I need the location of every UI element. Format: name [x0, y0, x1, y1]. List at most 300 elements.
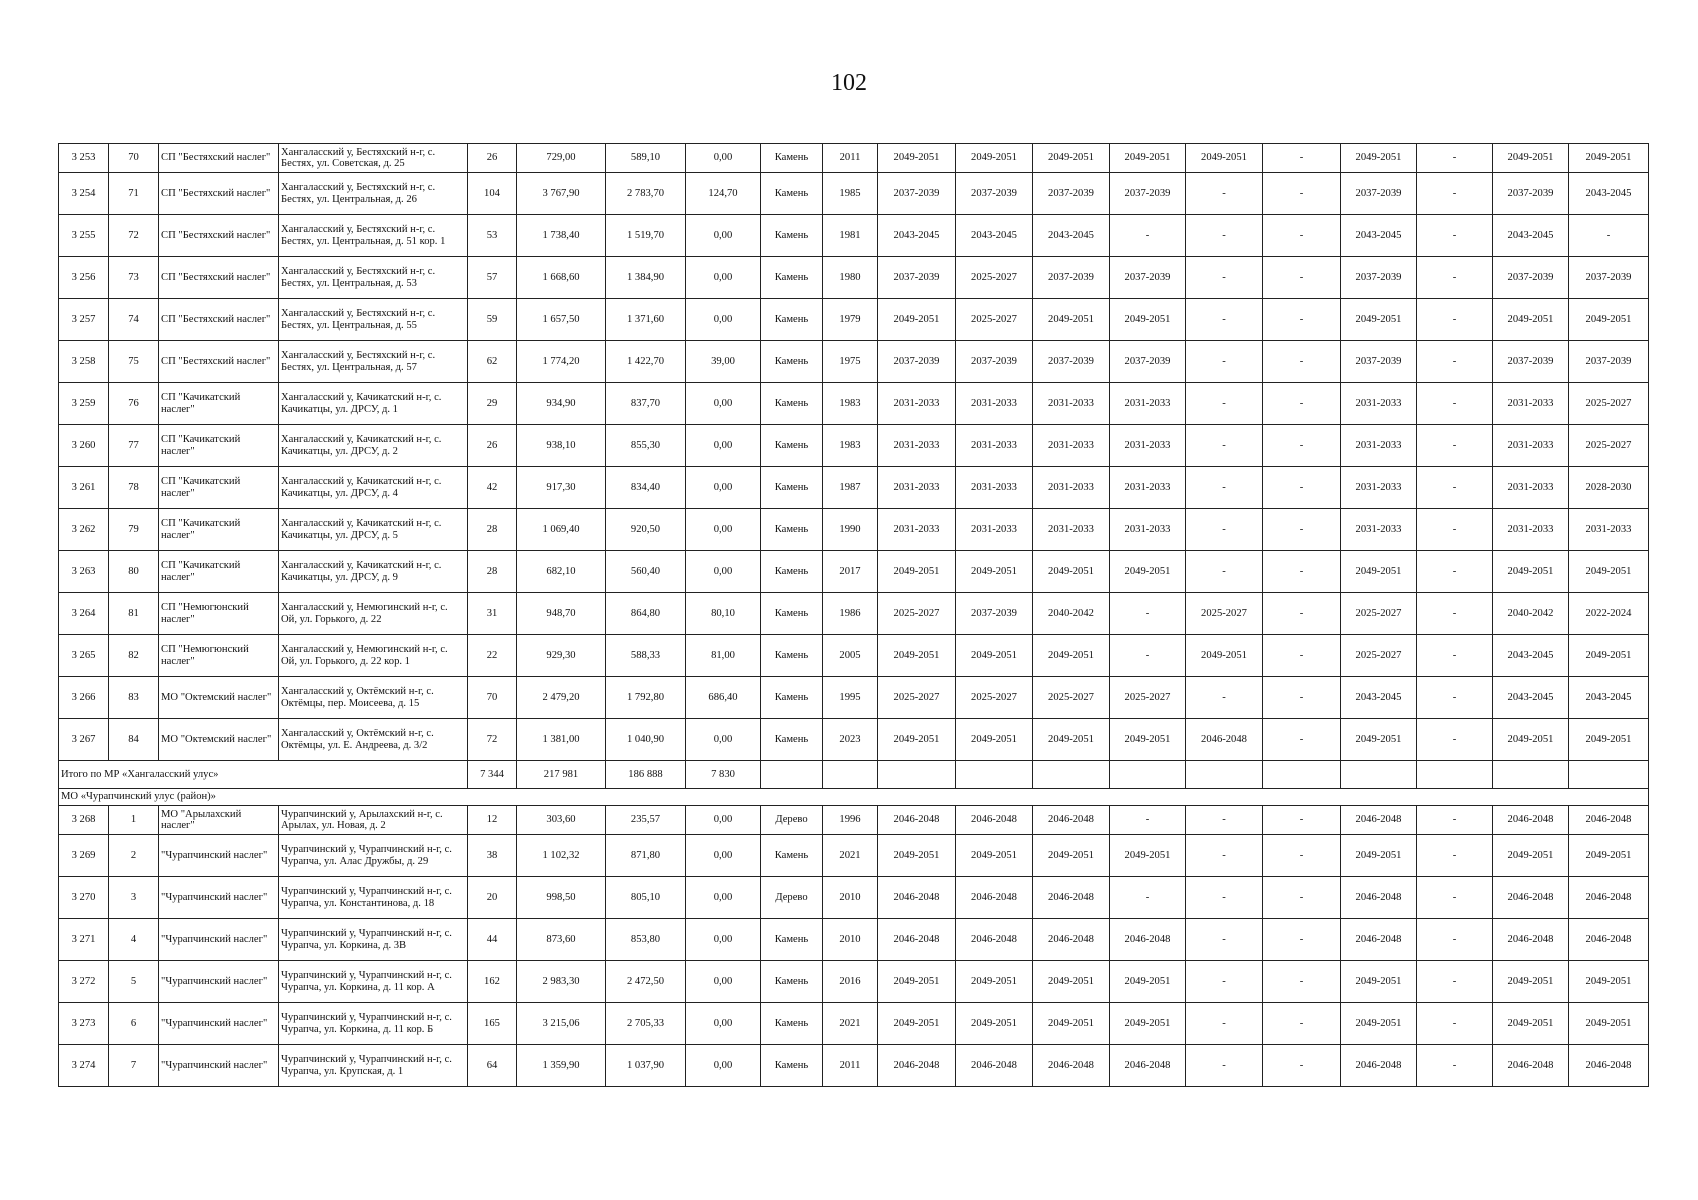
table-row — [59, 677, 1649, 719]
table-cell: Камень — [761, 467, 823, 509]
table-cell: 1981 — [823, 215, 878, 257]
table-cell: - — [1417, 383, 1493, 425]
table-cell: 2049-2051 — [956, 635, 1033, 677]
table-cell: 2010 — [823, 877, 878, 919]
table-cell: "Чурапчинский наслег" — [159, 1045, 279, 1087]
table-cell: 0,00 — [686, 719, 761, 761]
table-cell: Камень — [761, 719, 823, 761]
table-cell: 3 270 — [59, 877, 109, 919]
table-cell: 2049-2051 — [1569, 961, 1649, 1003]
table-cell: 38 — [468, 835, 517, 877]
table-cell: 2023 — [823, 719, 878, 761]
table-row — [59, 173, 1649, 215]
table-cell: СП "Немюгюнский наслег" — [159, 593, 279, 635]
table-cell: Хангаласский у, Немюгинский н-г, с. Ой, ул. Горького, д. 22 кор. 1 — [279, 635, 468, 677]
table-cell: 3 264 — [59, 593, 109, 635]
table-cell: 2025-2027 — [956, 299, 1033, 341]
table-cell: 2046-2048 — [956, 806, 1033, 835]
table-cell: 2049-2051 — [1493, 551, 1569, 593]
table-cell — [1493, 761, 1569, 789]
table-cell: - — [1263, 551, 1341, 593]
table-cell: 1980 — [823, 257, 878, 299]
table-cell: 2046-2048 — [1341, 1045, 1417, 1087]
table-cell: - — [1186, 551, 1263, 593]
table-cell: 2049-2051 — [1033, 551, 1110, 593]
table-cell: 0,00 — [686, 257, 761, 299]
table-cell: - — [1186, 215, 1263, 257]
table-cell: - — [1186, 919, 1263, 961]
table-row — [59, 383, 1649, 425]
table-cell: 1 774,20 — [517, 341, 606, 383]
table-cell: 0,00 — [686, 877, 761, 919]
table-cell: 2025-2027 — [1186, 593, 1263, 635]
table-cell: 4 — [109, 919, 159, 961]
table-cell: - — [1417, 919, 1493, 961]
table-cell: 2037-2039 — [1341, 257, 1417, 299]
table-cell: Хангаласский у, Качикатский н-г, с. Качикатцы, ул. ДРСУ, д. 5 — [279, 509, 468, 551]
table-cell: 2046-2048 — [1033, 806, 1110, 835]
table-cell: 2046-2048 — [1033, 1045, 1110, 1087]
table-cell: 3 253 — [59, 144, 109, 173]
table-row — [59, 961, 1649, 1003]
table-cell: - — [1110, 877, 1186, 919]
table-cell: 73 — [109, 257, 159, 299]
table-cell: - — [1263, 677, 1341, 719]
table-cell: 2031-2033 — [1033, 383, 1110, 425]
table-cell: - — [1263, 257, 1341, 299]
table-cell: - — [1417, 635, 1493, 677]
table-cell: СП "Качикатский наслег" — [159, 509, 279, 551]
housing-register-table — [58, 143, 1649, 1087]
table-cell: 1983 — [823, 383, 878, 425]
table-cell: 39,00 — [686, 341, 761, 383]
table-cell: - — [1263, 719, 1341, 761]
table-cell: 2049-2051 — [1341, 144, 1417, 173]
table-cell: 834,40 — [606, 467, 686, 509]
table-cell: - — [1263, 919, 1341, 961]
table-cell: Камень — [761, 961, 823, 1003]
table-cell: Хангаласский у, Бестяхский н-г, с. Бестях, ул. Центральная, д. 55 — [279, 299, 468, 341]
table-cell: Хангаласский у, Бестяхский н-г, с. Бестях, ул. Центральная, д. 53 — [279, 257, 468, 299]
table-cell: 929,30 — [517, 635, 606, 677]
section-header: МО «Чурапчинский улус (район)» — [59, 789, 1649, 806]
table-cell: Камень — [761, 835, 823, 877]
table-cell: - — [1263, 425, 1341, 467]
table-cell: 2037-2039 — [878, 341, 956, 383]
table-cell: 0,00 — [686, 1045, 761, 1087]
table-cell: 2046-2048 — [1110, 1045, 1186, 1087]
table-cell: 2046-2048 — [1569, 1045, 1649, 1087]
table-cell: 2049-2051 — [1186, 144, 1263, 173]
table-cell: 2031-2033 — [1110, 509, 1186, 551]
table-cell: Чурапчинский у, Чурапчинский н-г, с. Чурапча, ул. Коркина, д. 3В — [279, 919, 468, 961]
table-cell: "Чурапчинский наслег" — [159, 877, 279, 919]
table-cell: 1 102,32 — [517, 835, 606, 877]
table-cell: 2 — [109, 835, 159, 877]
table-cell: 2049-2051 — [1569, 635, 1649, 677]
table-row — [59, 299, 1649, 341]
table-cell: 2037-2039 — [956, 173, 1033, 215]
table-cell: 2046-2048 — [878, 919, 956, 961]
table-row — [59, 257, 1649, 299]
table-cell: 2049-2051 — [1033, 1003, 1110, 1045]
table-cell: 1979 — [823, 299, 878, 341]
page-number: 102 — [831, 70, 867, 96]
table-cell: Хангаласский у, Качикатский н-г, с. Качикатцы, ул. ДРСУ, д. 1 — [279, 383, 468, 425]
table-cell: - — [1263, 593, 1341, 635]
table-cell: 3 273 — [59, 1003, 109, 1045]
table-cell: 2049-2051 — [956, 144, 1033, 173]
table-cell: 2049-2051 — [1110, 144, 1186, 173]
table-cell: 3 274 — [59, 1045, 109, 1087]
table-cell: Хангаласский у, Качикатский н-г, с. Качикатцы, ул. ДРСУ, д. 2 — [279, 425, 468, 467]
table-row — [59, 551, 1649, 593]
table-cell: - — [1263, 173, 1341, 215]
table-cell: 2046-2048 — [1341, 806, 1417, 835]
table-cell: 124,70 — [686, 173, 761, 215]
table-cell: 165 — [468, 1003, 517, 1045]
table-cell: 84 — [109, 719, 159, 761]
table-cell: 2031-2033 — [1493, 425, 1569, 467]
table-cell: Хангаласский у, Октёмский н-г, с. Октёмцы, пер. Моисеева, д. 15 — [279, 677, 468, 719]
table-body-churapchinsky — [59, 806, 1649, 1087]
table-cell: 2031-2033 — [1493, 383, 1569, 425]
total-value: 7 830 — [686, 761, 761, 789]
table-cell: 31 — [468, 593, 517, 635]
table-cell — [761, 761, 823, 789]
table-cell: - — [1417, 341, 1493, 383]
table-cell: 3 272 — [59, 961, 109, 1003]
total-row — [59, 761, 1649, 789]
table-cell: Камень — [761, 215, 823, 257]
table-cell: - — [1263, 1045, 1341, 1087]
table-cell: 26 — [468, 425, 517, 467]
table-cell — [1186, 761, 1263, 789]
table-cell: 29 — [468, 383, 517, 425]
table-cell: 2043-2045 — [1493, 215, 1569, 257]
table-cell: - — [1263, 215, 1341, 257]
table-cell: Дерево — [761, 806, 823, 835]
table-cell: 2049-2051 — [878, 719, 956, 761]
table-cell: 2049-2051 — [1569, 719, 1649, 761]
table-cell: 2025-2027 — [878, 593, 956, 635]
table-row — [59, 509, 1649, 551]
table-cell: 2037-2039 — [1033, 257, 1110, 299]
table-cell: - — [1186, 467, 1263, 509]
table-cell: 2046-2048 — [1186, 719, 1263, 761]
table-cell: - — [1263, 383, 1341, 425]
table-cell: 2021 — [823, 835, 878, 877]
table-cell: 2031-2033 — [878, 425, 956, 467]
table-cell: 2 983,30 — [517, 961, 606, 1003]
table-cell: Камень — [761, 257, 823, 299]
table-cell: - — [1417, 593, 1493, 635]
table-cell: 2031-2033 — [1341, 425, 1417, 467]
table-cell: 0,00 — [686, 551, 761, 593]
table-cell: 3 271 — [59, 919, 109, 961]
table-cell: 2049-2051 — [1033, 144, 1110, 173]
table-cell: 2043-2045 — [1569, 677, 1649, 719]
table-cell: 853,80 — [606, 919, 686, 961]
table-cell: 0,00 — [686, 509, 761, 551]
table-cell: 1990 — [823, 509, 878, 551]
table-cell: 1 422,70 — [606, 341, 686, 383]
table-cell: - — [1186, 173, 1263, 215]
table-cell: 2049-2051 — [956, 551, 1033, 593]
table-row — [59, 215, 1649, 257]
table-cell: 3 255 — [59, 215, 109, 257]
table-cell: Чурапчинский у, Чурапчинский н-г, с. Чурапча, ул. Коркина, д. 11 кор. Б — [279, 1003, 468, 1045]
table-cell: 59 — [468, 299, 517, 341]
table-cell: МО "Октемский наслег" — [159, 719, 279, 761]
table-cell: 2049-2051 — [956, 961, 1033, 1003]
table-row — [59, 425, 1649, 467]
table-cell: 2 705,33 — [606, 1003, 686, 1045]
table-cell: 1 359,90 — [517, 1045, 606, 1087]
total-value: 217 981 — [517, 761, 606, 789]
table-cell: 303,60 — [517, 806, 606, 835]
table-cell: 2031-2033 — [878, 467, 956, 509]
table-body-khangalassky — [59, 144, 1649, 761]
table-cell: - — [1186, 299, 1263, 341]
table-cell — [1110, 761, 1186, 789]
table-cell: 2046-2048 — [1493, 877, 1569, 919]
table-cell: 12 — [468, 806, 517, 835]
table-cell: 2046-2048 — [1341, 877, 1417, 919]
table-cell: 2031-2033 — [956, 383, 1033, 425]
table-cell: 7 — [109, 1045, 159, 1087]
table-cell: "Чурапчинский наслег" — [159, 961, 279, 1003]
table-cell: 1975 — [823, 341, 878, 383]
table-cell: 1 657,50 — [517, 299, 606, 341]
table-cell: 81,00 — [686, 635, 761, 677]
table-cell: 2049-2051 — [878, 961, 956, 1003]
table-cell: 2005 — [823, 635, 878, 677]
table-cell: 1 381,00 — [517, 719, 606, 761]
table-cell: 1 668,60 — [517, 257, 606, 299]
table-cell: 855,30 — [606, 425, 686, 467]
table-cell: 2031-2033 — [1110, 383, 1186, 425]
table-cell: СП "Качикатский наслег" — [159, 425, 279, 467]
table-cell: 2049-2051 — [1341, 719, 1417, 761]
table-cell: - — [1263, 806, 1341, 835]
table-cell: 2 472,50 — [606, 961, 686, 1003]
table-cell: 2037-2039 — [1033, 341, 1110, 383]
table-cell: 2043-2045 — [956, 215, 1033, 257]
table-cell: - — [1417, 257, 1493, 299]
table-cell: Камень — [761, 173, 823, 215]
table-cell: 2046-2048 — [878, 806, 956, 835]
table-cell: 0,00 — [686, 835, 761, 877]
table-cell: 2037-2039 — [878, 257, 956, 299]
table-cell: 70 — [109, 144, 159, 173]
table-cell: 2043-2045 — [1341, 677, 1417, 719]
table-cell: - — [1186, 257, 1263, 299]
table-cell: - — [1417, 144, 1493, 173]
table-cell: 3 269 — [59, 835, 109, 877]
table-cell: 2025-2027 — [878, 677, 956, 719]
table-cell: Хангаласский у, Качикатский н-г, с. Качикатцы, ул. ДРСУ, д. 9 — [279, 551, 468, 593]
table-cell: 2031-2033 — [1493, 467, 1569, 509]
table-cell: Камень — [761, 299, 823, 341]
table-cell: 3 263 — [59, 551, 109, 593]
table-cell — [1417, 761, 1493, 789]
total-value: 186 888 — [606, 761, 686, 789]
table-cell: 79 — [109, 509, 159, 551]
table-cell: Камень — [761, 509, 823, 551]
table-cell: 2031-2033 — [1341, 383, 1417, 425]
table-cell: Хангаласский у, Бестяхский н-г, с. Бестях, ул. Советская, д. 25 — [279, 144, 468, 173]
table-cell: 2049-2051 — [956, 719, 1033, 761]
table-cell: 1986 — [823, 593, 878, 635]
table-cell: Камень — [761, 635, 823, 677]
table-cell: - — [1417, 677, 1493, 719]
table-cell: 3 261 — [59, 467, 109, 509]
table-cell: 1 384,90 — [606, 257, 686, 299]
table-cell: 3 262 — [59, 509, 109, 551]
table-cell: 162 — [468, 961, 517, 1003]
table-cell: - — [1186, 1003, 1263, 1045]
table-cell: 938,10 — [517, 425, 606, 467]
table-cell: 74 — [109, 299, 159, 341]
table-cell: СП "Бестяхский наслег" — [159, 173, 279, 215]
table-cell — [1263, 761, 1341, 789]
table-cell: - — [1186, 677, 1263, 719]
table-cell: 2046-2048 — [1033, 877, 1110, 919]
table-cell: Камень — [761, 551, 823, 593]
table-row — [59, 1003, 1649, 1045]
table-cell: 2037-2039 — [1110, 341, 1186, 383]
table-cell: Хангаласский у, Октёмский н-г, с. Октёмцы, ул. Е. Андреева, д. 3/2 — [279, 719, 468, 761]
table-cell: 62 — [468, 341, 517, 383]
table-cell: - — [1417, 835, 1493, 877]
table-cell: 2 479,20 — [517, 677, 606, 719]
table-cell: 2031-2033 — [1341, 467, 1417, 509]
table-cell: Камень — [761, 677, 823, 719]
table-cell: 1 037,90 — [606, 1045, 686, 1087]
table-cell: 0,00 — [686, 425, 761, 467]
table-cell: 2 783,70 — [606, 173, 686, 215]
table-cell: Хангаласский у, Бестяхский н-г, с. Бестях, ул. Центральная, д. 51 кор. 1 — [279, 215, 468, 257]
table-cell: 28 — [468, 509, 517, 551]
table-cell: 2031-2033 — [1110, 425, 1186, 467]
table-cell: 3 266 — [59, 677, 109, 719]
table-cell: - — [1110, 215, 1186, 257]
table-cell: 2049-2051 — [1341, 835, 1417, 877]
table-cell: 2049-2051 — [956, 835, 1033, 877]
table-cell: 1985 — [823, 173, 878, 215]
table-cell: 588,33 — [606, 635, 686, 677]
table-cell: 2049-2051 — [1110, 961, 1186, 1003]
table-cell: 2046-2048 — [1110, 919, 1186, 961]
table-cell: Хангаласский у, Бестяхский н-г, с. Бестях, ул. Центральная, д. 57 — [279, 341, 468, 383]
table-cell: 0,00 — [686, 806, 761, 835]
table-cell: 2037-2039 — [1493, 257, 1569, 299]
table-cell: 2043-2045 — [878, 215, 956, 257]
table-cell: - — [1263, 299, 1341, 341]
table-cell: 2049-2051 — [1341, 551, 1417, 593]
table-cell: 0,00 — [686, 299, 761, 341]
table-cell: 2031-2033 — [956, 467, 1033, 509]
table-cell: 2043-2045 — [1493, 635, 1569, 677]
table-cell: 3 254 — [59, 173, 109, 215]
table-cell: Дерево — [761, 877, 823, 919]
table-cell: 2049-2051 — [878, 1003, 956, 1045]
table-cell: 1 792,80 — [606, 677, 686, 719]
table-cell: 64 — [468, 1045, 517, 1087]
table-cell: 22 — [468, 635, 517, 677]
table-cell: 72 — [468, 719, 517, 761]
table-cell: 0,00 — [686, 383, 761, 425]
table-cell: - — [1417, 719, 1493, 761]
table-cell: 2037-2039 — [956, 593, 1033, 635]
table-cell: - — [1417, 173, 1493, 215]
table-cell: - — [1186, 961, 1263, 1003]
table-cell: 589,10 — [606, 144, 686, 173]
table-cell: 2049-2051 — [1493, 1003, 1569, 1045]
table-cell: 2025-2027 — [1110, 677, 1186, 719]
table-cell: 3 257 — [59, 299, 109, 341]
table-cell: 2049-2051 — [1569, 1003, 1649, 1045]
table-cell: Камень — [761, 593, 823, 635]
table-cell: 3 267 — [59, 719, 109, 761]
table-cell: 2049-2051 — [1341, 1003, 1417, 1045]
table-cell: - — [1417, 425, 1493, 467]
table-cell: - — [1263, 877, 1341, 919]
table-cell: 2037-2039 — [1493, 173, 1569, 215]
table-cell: - — [1186, 835, 1263, 877]
table-cell: 2028-2030 — [1569, 467, 1649, 509]
table-cell: 2025-2027 — [1569, 383, 1649, 425]
table-cell: Камень — [761, 425, 823, 467]
table-row — [59, 719, 1649, 761]
table-cell: 2049-2051 — [1569, 551, 1649, 593]
table-cell: 1 519,70 — [606, 215, 686, 257]
table-cell: Камень — [761, 1003, 823, 1045]
table-cell: - — [1417, 467, 1493, 509]
table-cell: 2031-2033 — [1569, 509, 1649, 551]
table-cell: 82 — [109, 635, 159, 677]
table-cell: "Чурапчинский наслег" — [159, 835, 279, 877]
table-cell: - — [1569, 215, 1649, 257]
table-row — [59, 467, 1649, 509]
table-cell: 2040-2042 — [1033, 593, 1110, 635]
table-cell: СП "Качикатский наслег" — [159, 551, 279, 593]
table-cell: Чурапчинский у, Чурапчинский н-г, с. Чурапча, ул. Алас Дружбы, д. 29 — [279, 835, 468, 877]
table-cell: 2046-2048 — [878, 1045, 956, 1087]
table-cell: 2031-2033 — [1110, 467, 1186, 509]
table-cell: 2049-2051 — [956, 1003, 1033, 1045]
table-cell: Хангаласский у, Бестяхский н-г, с. Бестях, ул. Центральная, д. 26 — [279, 173, 468, 215]
table-cell: 2046-2048 — [1493, 806, 1569, 835]
table-cell: - — [1417, 806, 1493, 835]
table-cell: 2049-2051 — [1033, 719, 1110, 761]
table-cell: 2046-2048 — [1341, 919, 1417, 961]
table-cell — [1341, 761, 1417, 789]
table-cell: 1995 — [823, 677, 878, 719]
table-cell: 42 — [468, 467, 517, 509]
table-cell: 80,10 — [686, 593, 761, 635]
table-cell: - — [1417, 215, 1493, 257]
table-cell: 76 — [109, 383, 159, 425]
table-cell: 5 — [109, 961, 159, 1003]
table-cell: 1 040,90 — [606, 719, 686, 761]
table-cell: - — [1263, 144, 1341, 173]
table-cell: 3 256 — [59, 257, 109, 299]
table-cell: "Чурапчинский наслег" — [159, 1003, 279, 1045]
table-cell: - — [1417, 299, 1493, 341]
table-cell: 2046-2048 — [956, 919, 1033, 961]
